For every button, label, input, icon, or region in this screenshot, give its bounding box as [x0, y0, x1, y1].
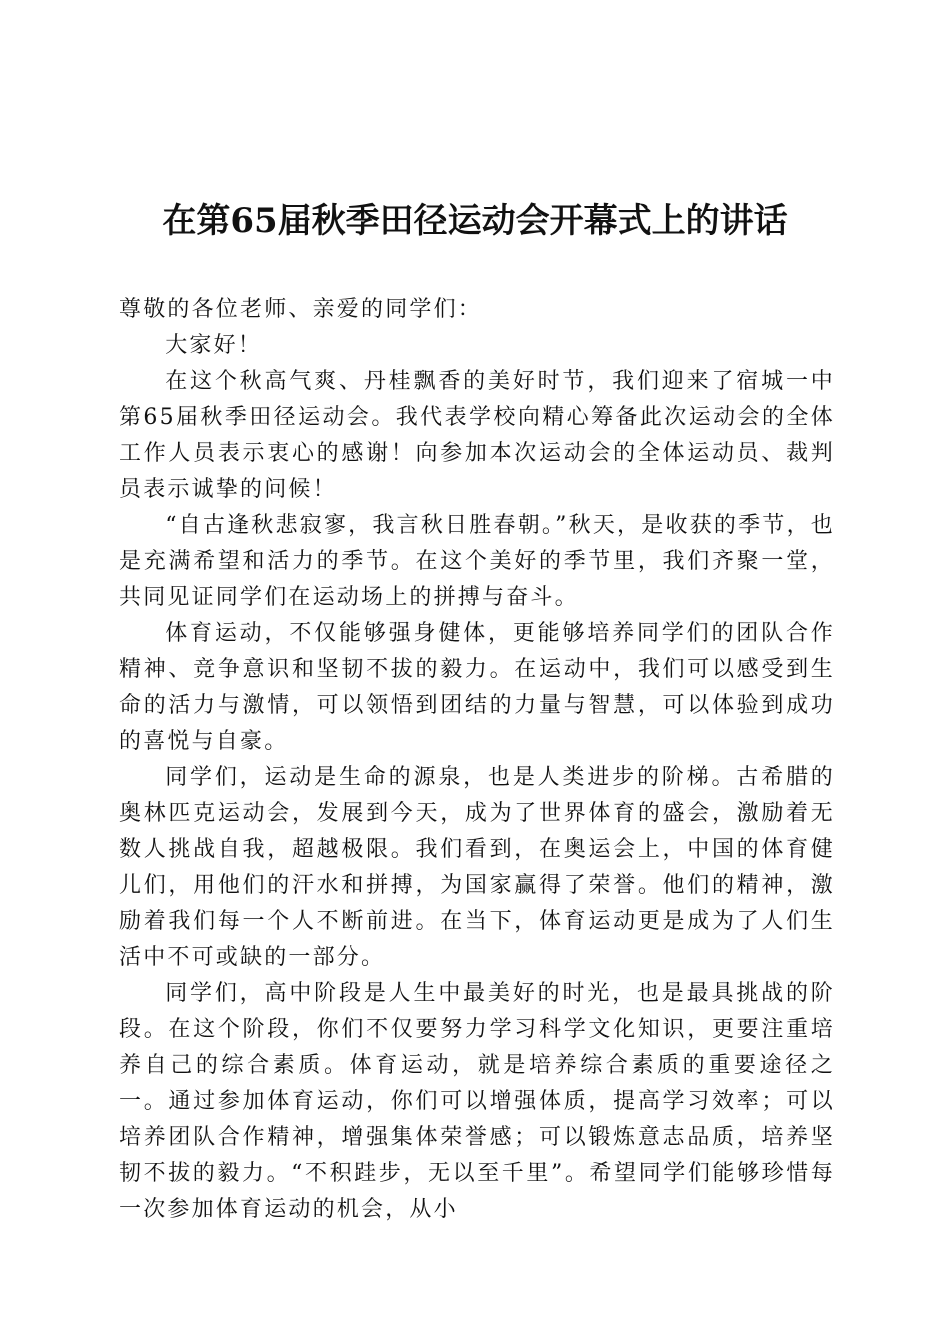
paragraph-high-school: 同学们，高中阶段是人生中最美好的时光，也是最具挑战的阶段。在这个阶段，你们不仅要努力学习科学文化知识，更要注重培养自己的综合素质。体育运动，就是培养综合素质的重要途径之一。通过参加体育运动，你们可以增强体质，提高学习效率；可以培养团队合作精神，增强集体荣誉感；可以锻炼意志品质，培养坚韧不拔的毅力。“不积跬步，无以至千里”。希望同学们能够珍惜每一次参加体育运动的机会，从小: [119, 981, 835, 1222]
paragraph-olympics: 同学们，运动是生命的源泉，也是人类进步的阶梯。古希腊的奥林匹克运动会，发展到今天，成为了世界体育的盛会，激励着无数人挑战自我，超越极限。我们看到，在奥运会上，中国的体育健儿们，用他们的汗水和拼搏，为国家赢得了荣誉。他们的精神，激励着我们每一个人不断前进。在当下，体育运动更是成为了人们生活中不可或缺的一部分。: [119, 765, 835, 970]
paragraph-sports-benefits: 体育运动，不仅能够强身健体，更能够培养同学们的团队合作精神、竞争意识和坚韧不拔的毅力。在运动中，我们可以感受到生命的活力与激情，可以领悟到团结的力量与智慧，可以体验到成功的喜悦与自豪。: [119, 621, 835, 754]
paragraph-greeting: 大家好！: [165, 333, 262, 358]
paragraph-opening: 在这个秋高气爽、丹桂飘香的美好时节，我们迎来了宿城一中第65届秋季田径运动会。我代表学校向精心筹备此次运动会的全体工作人员表示衷心的感谢！向参加本次运动会的全体运动员、裁判员表示诚挚的问候！: [119, 369, 835, 502]
paragraph-autumn: “自古逢秋悲寂寥，我言秋日胜春朝。”秋天，是收获的季节，也是充满希望和活力的季节。在这个美好的季节里，我们齐聚一堂，共同见证同学们在运动场上的拼搏与奋斗。: [119, 513, 835, 610]
document-body: [119, 292, 835, 1228]
document-title: 在第65届秋季田径运动会开幕式上的讲话: [162, 201, 788, 241]
salutation: 尊敬的各位老师、亲爱的同学们：: [119, 297, 483, 322]
